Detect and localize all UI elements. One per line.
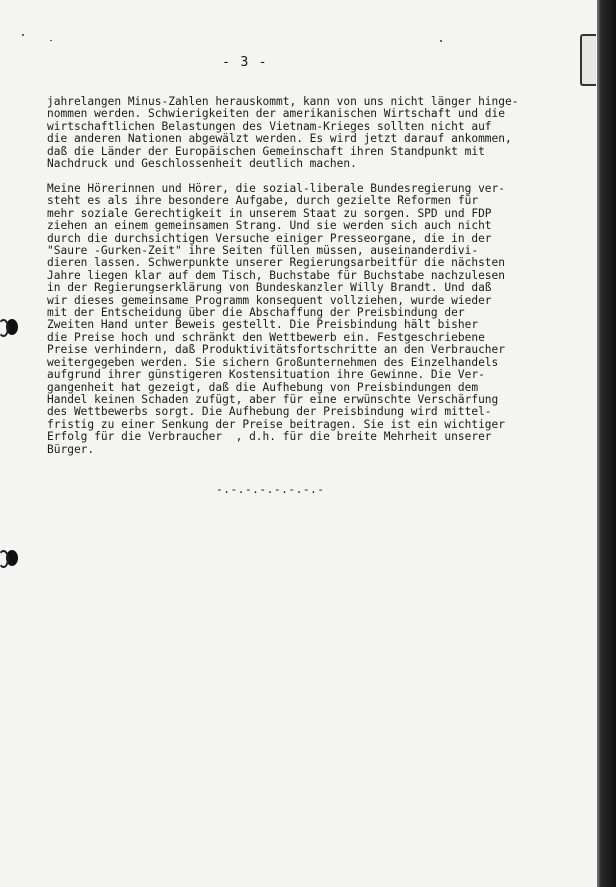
text-line: steht es als ihre besondere Aufgabe, durch gezielte Reformen für	[47, 194, 479, 208]
text-line: Zweiten Hand unter Beweis gestellt. Die Preisbindung hält bisher	[47, 318, 479, 332]
text-line: daß die Länder der Europäischen Gemeinschaft ihren Standpunkt mit	[47, 144, 485, 158]
text-line: des Wettbewerbs sorgt. Die Aufhebung der Preisbindung wird mittel-	[47, 405, 492, 419]
punch-mark-upper	[0, 319, 9, 337]
text-line: jahrelangen Minus-Zahlen herauskommt, kann von uns nicht länger hinge-	[47, 95, 519, 108]
text-line: fristig zu einer Senkung der Preise beitragen. Sie ist ein wichtiger	[47, 417, 506, 431]
text-line: aufgrund ihrer günstigeren Kostensituation ihre Gewinne. Die Ver-	[47, 368, 485, 382]
text-line: ziehen an einem gemeinsamen Strang. Und sie werden sich auch nicht	[47, 219, 492, 233]
text-line: dieren lassen. Schwerpunkte unserer Regierungsarbeitfür die nächsten	[47, 256, 506, 270]
text-line: Handel keinen Schaden zufügt, aber für eine erwünschte Verschärfung	[47, 392, 499, 406]
text-line: mehr soziale Gerechtigkeit in unserem Staat zu sorgen. SPD und FDP	[47, 206, 492, 220]
text-line: gangenheit hat gezeigt, daß die Aufhebung von Preisbindungen dem	[47, 380, 479, 394]
text-line: Jahre liegen klar auf dem Tisch, Buchstabe für Buchstabe nachzulesen	[47, 268, 506, 282]
text-line: wirtschaftlichen Belastungen des Vietnam-Krieges sollten nicht auf	[47, 119, 492, 133]
binder-clip	[580, 34, 596, 86]
text-line: wir dieses gemeinsame Programm konsequent vollziehen, wurde wieder	[47, 293, 492, 307]
text-line: in der Regierungserklärung von Bundeskanzler Willy Brandt. Und daß	[47, 281, 492, 295]
text-line: "Saure -Gurken-Zeit" ihre Seiten füllen müssen, auseinanderdivi-	[47, 244, 479, 258]
text-line: Erfolg für die Verbraucher , d.h. für die breite Mehrheit unserer	[47, 430, 492, 444]
text-line: weitergegeben werden. Sie sichern Großunternehmen des Einzelhandels	[47, 355, 499, 369]
text-line: Nachdruck und Geschlossenheit deutlich machen.	[47, 157, 357, 171]
text-line: die anderen Nationen abgewälzt werden. Es wird jetzt darauf ankommen,	[47, 132, 512, 146]
paragraph-1	[47, 96, 577, 170]
scan-speck	[440, 40, 442, 42]
text-line: mit der Entscheidung über die Abschaffung der Preisbindung der	[47, 306, 465, 320]
paragraph-2	[47, 183, 577, 456]
scan-speck	[22, 34, 24, 36]
text-line: Meine Hörerinnen und Hörer, die sozial-liberale Bundesregierung ver-	[47, 182, 506, 195]
punch-mark-lower	[0, 550, 9, 568]
text-line: die Preise hoch und schränkt den Wettbewerb ein. Festgeschriebene	[47, 330, 485, 344]
scan-speck	[50, 40, 52, 41]
text-line: durch die durchsichtigen Versuche einiger Presseorgane, die in der	[47, 231, 492, 245]
text-line: Bürger.	[47, 442, 95, 456]
text-line: Preise verhindern, daß Produktivitätsfortschritte an den Verbraucher	[47, 343, 506, 357]
scanner-edge-shadow	[597, 0, 616, 887]
text-line: nommen werden. Schwierigkeiten der amerikanischen Wirtschaft und die	[47, 107, 506, 121]
closing-separator: -.-.-.-.-.-.-.-	[216, 483, 325, 496]
page-number: - 3 -	[222, 54, 268, 70]
